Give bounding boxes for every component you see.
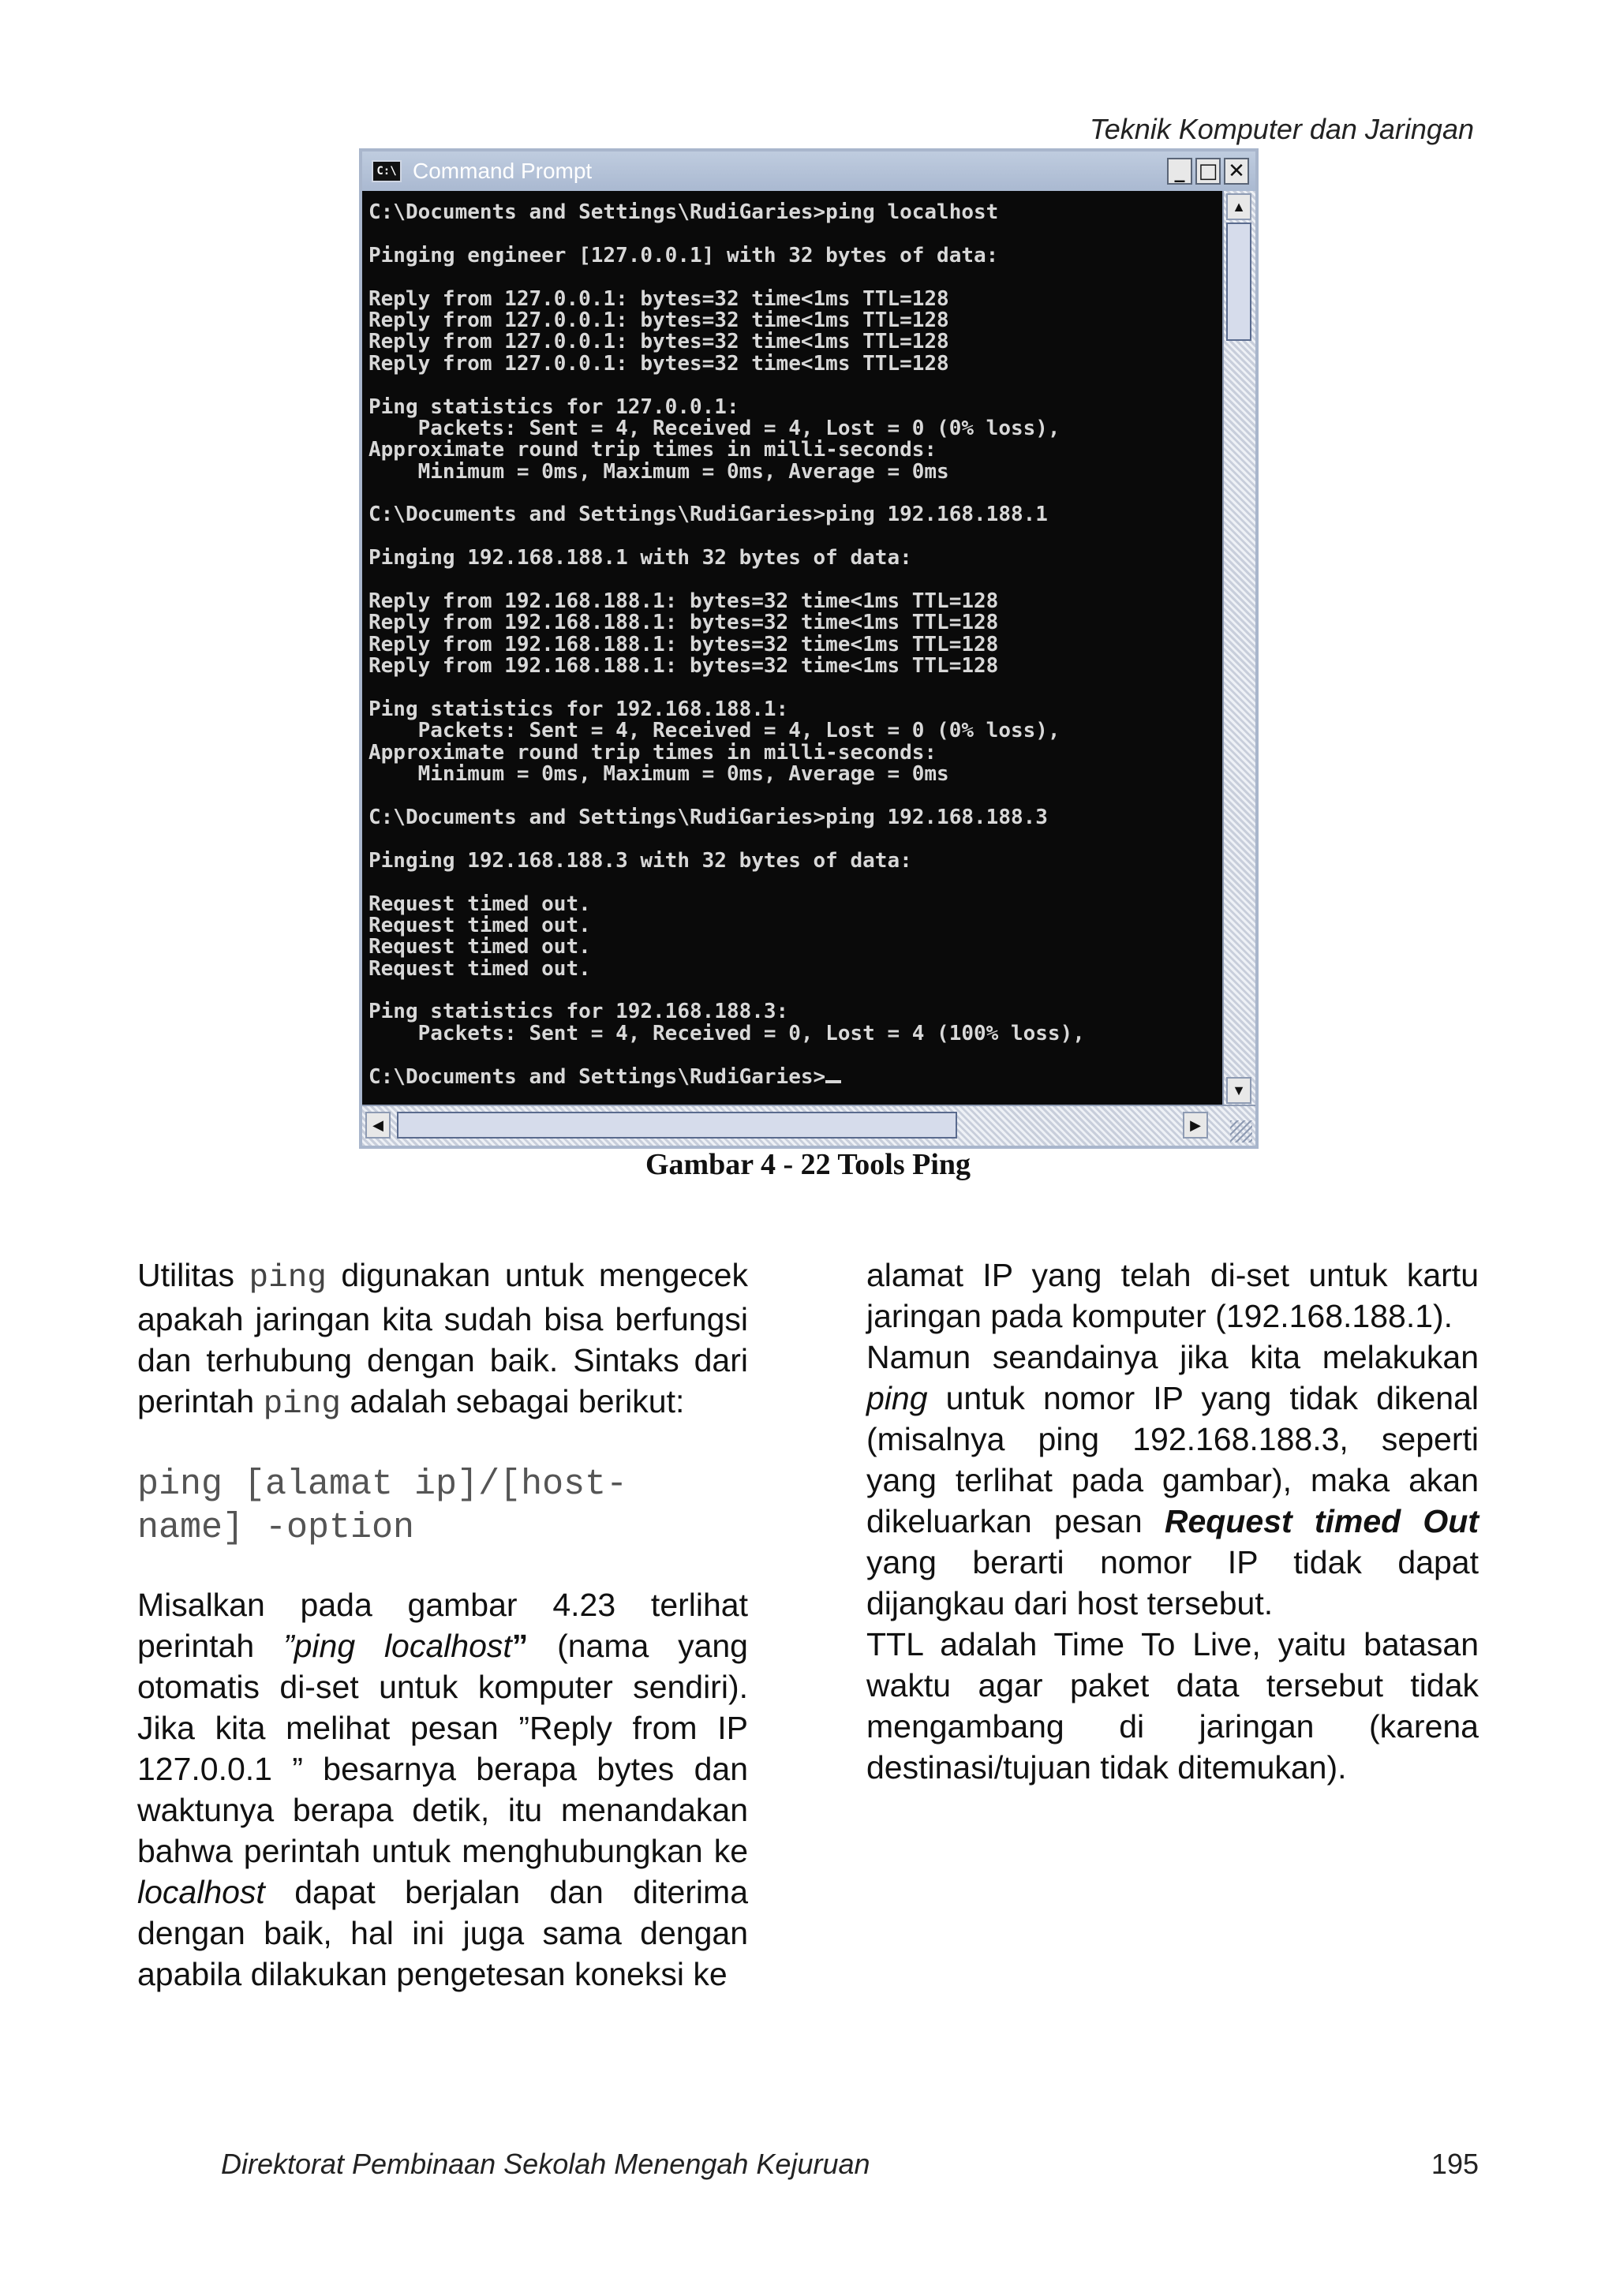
console-line: Request timed out. (368, 913, 591, 937)
paragraph: TTL adalah Time To Live, yaitu batasan waktu agar paket data tersebut tidak mengambang di jaringan (karena destinasi/tujuan tidak ditemukan). (866, 1626, 1479, 1786)
cursor-icon (825, 1080, 841, 1083)
console-line: C:\Documents and Settings\RudiGaries>ping 192.168.188.1 (368, 503, 1048, 527)
console-line: Reply from 192.168.188.1: bytes=32 time<1ms TTL=128 (368, 654, 999, 679)
resize-grip-icon[interactable] (1230, 1120, 1252, 1142)
close-button[interactable]: ✕ (1224, 158, 1249, 185)
emphasis: localhost (137, 1874, 265, 1910)
console-line: Pinging 192.168.188.3 with 32 bytes of data: (368, 848, 912, 873)
console-line (368, 1064, 1219, 1089)
scroll-left-icon[interactable]: ◀ (365, 1112, 391, 1139)
console-line: Pinging 192.168.188.1 with 32 bytes of data: (368, 546, 912, 570)
prompt-text: C:\Documents and Settings\RudiGaries> (368, 1064, 826, 1089)
console-line: Reply from 127.0.0.1: bytes=32 time<1ms TTL=128 (368, 330, 949, 354)
console-line (368, 483, 1219, 504)
scroll-up-icon[interactable]: ▲ (1226, 193, 1251, 220)
closing-quote: ” (511, 1628, 529, 1664)
console-line (368, 375, 1219, 396)
strong-emphasis: Request timed Out (1164, 1503, 1479, 1539)
minimize-button[interactable]: _ (1167, 158, 1192, 185)
console-line: Approximate round trip times in milli-seconds: (368, 740, 937, 765)
console-line: Packets: Sent = 4, Received = 4, Lost = 0 (0% loss), (368, 416, 1060, 440)
inline-code: ping (249, 1260, 327, 1296)
console-line: Ping statistics for 127.0.0.1: (368, 395, 739, 419)
console-line (368, 267, 1219, 288)
console-line: Request timed out. (368, 935, 591, 959)
footer-text: Direktorat Pembinaan Sekolah Menengah Kejuruan (221, 2148, 870, 2180)
right-column (866, 1255, 1479, 1788)
cmd-icon: C:\ (372, 160, 402, 182)
paragraph (137, 1584, 748, 1995)
scroll-down-icon[interactable]: ▼ (1226, 1077, 1251, 1104)
running-header: Teknik Komputer dan Jaringan (1090, 113, 1474, 145)
title-bar[interactable] (362, 151, 1255, 191)
console-line: Reply from 192.168.188.1: bytes=32 time<1ms TTL=128 (368, 589, 999, 614)
paragraph (866, 1337, 1479, 1624)
console-line (368, 828, 1219, 850)
console-line: Reply from 127.0.0.1: bytes=32 time<1ms TTL=128 (368, 286, 949, 311)
text: (nama yang otomatis di-set untuk komputer sendiri). Jika kita melihat pesan ”Reply from IP 127.0.0.1 ” besarnya berapa bytes dan waktunya berapa detik, itu menandakan bahwa perintah untuk menghubungkan ke (137, 1628, 748, 1869)
console-line (368, 872, 1219, 893)
horizontal-scroll-thumb[interactable] (397, 1112, 957, 1139)
console-line (368, 526, 1219, 548)
maximize-button[interactable]: □ (1195, 158, 1221, 185)
horizontal-scrollbar[interactable] (362, 1105, 1255, 1146)
text: Misalkan pada gambar 4.23 terlihat perintah (137, 1587, 748, 1664)
text: digunakan untuk mengecek apakah jaringan kita sudah bisa berfungsi dan terhubung dengan baik. Sintaks dari perintah (137, 1257, 748, 1419)
paragraph: alamat IP yang telah di-set untuk kartu jaringan pada komputer (192.168.188.1). (866, 1257, 1479, 1334)
console-line: Ping statistics for 192.168.188.1: (368, 697, 789, 721)
scroll-right-icon[interactable]: ▶ (1183, 1112, 1208, 1139)
left-column (137, 1255, 748, 1995)
console-line: Reply from 192.168.188.1: bytes=32 time<1ms TTL=128 (368, 632, 999, 656)
console-line: Approximate round trip times in milli-seconds: (368, 438, 937, 462)
text: Utilitas (137, 1257, 249, 1293)
console-line: Request timed out. (368, 956, 591, 981)
console-line: Packets: Sent = 4, Received = 4, Lost = 0 (0% loss), (368, 719, 1060, 743)
console-output[interactable] (368, 202, 1219, 1095)
console-line: Minimum = 0ms, Maximum = 0ms, Average = 0ms (368, 762, 949, 787)
console-line (368, 678, 1219, 699)
text: dapat berjalan dan diterima dengan baik, hal ini juga sama dengan apabila dilakukan pengetesan koneksi ke (137, 1874, 748, 1992)
console-line: Packets: Sent = 4, Received = 0, Lost = 4 (100% loss), (368, 1021, 1085, 1045)
vertical-scroll-thumb[interactable] (1226, 222, 1251, 341)
console-line: Ping statistics for 192.168.188.3: (368, 1000, 789, 1024)
code-block (137, 1463, 748, 1550)
console-line: C:\Documents and Settings\RudiGaries>ping 192.168.188.3 (368, 805, 1048, 829)
console-line (368, 1045, 1219, 1066)
paragraph (137, 1255, 748, 1425)
vertical-scrollbar[interactable] (1222, 191, 1255, 1106)
console-line (368, 570, 1219, 591)
command-prompt-window[interactable] (359, 148, 1259, 1149)
console-line: Request timed out. (368, 892, 591, 916)
console-line (368, 980, 1219, 1001)
code-line: name] -option (137, 1508, 415, 1548)
text: untuk nomor IP yang tidak dikenal (misalnya ping 192.168.188.3, seperti yang terlihat pada gambar), maka akan dikeluarkan pesan (866, 1380, 1479, 1539)
window-title: Command Prompt (413, 159, 593, 183)
console-line: Reply from 127.0.0.1: bytes=32 time<1ms TTL=128 (368, 351, 949, 376)
window-controls (1167, 158, 1249, 185)
figure-caption: Gambar 4 - 22 Tools Ping (645, 1148, 971, 1181)
console-line: Reply from 127.0.0.1: bytes=32 time<1ms TTL=128 (368, 308, 949, 332)
code-line: ping [alamat ip]/[host- (137, 1464, 628, 1505)
console-line: Minimum = 0ms, Maximum = 0ms, Average = 0ms (368, 459, 949, 484)
text: Namun seandainya jika kita melakukan (866, 1339, 1479, 1375)
emphasis: ”ping localhost (282, 1628, 512, 1664)
console-line: C:\Documents and Settings\RudiGaries>ping localhost (368, 202, 999, 224)
text: adalah sebagai berikut: (340, 1383, 685, 1419)
console-line (368, 223, 1219, 245)
console-line: Pinging engineer [127.0.0.1] with 32 bytes of data: (368, 243, 999, 267)
console-line: Reply from 192.168.188.1: bytes=32 time<1ms TTL=128 (368, 611, 999, 635)
page-number: 195 (1431, 2148, 1479, 2180)
console-line (368, 786, 1219, 807)
emphasis: ping (866, 1380, 928, 1416)
text: yang berarti nomor IP tidak dapat dijangkau dari host tersebut. (866, 1544, 1479, 1621)
inline-code: ping (263, 1386, 341, 1423)
